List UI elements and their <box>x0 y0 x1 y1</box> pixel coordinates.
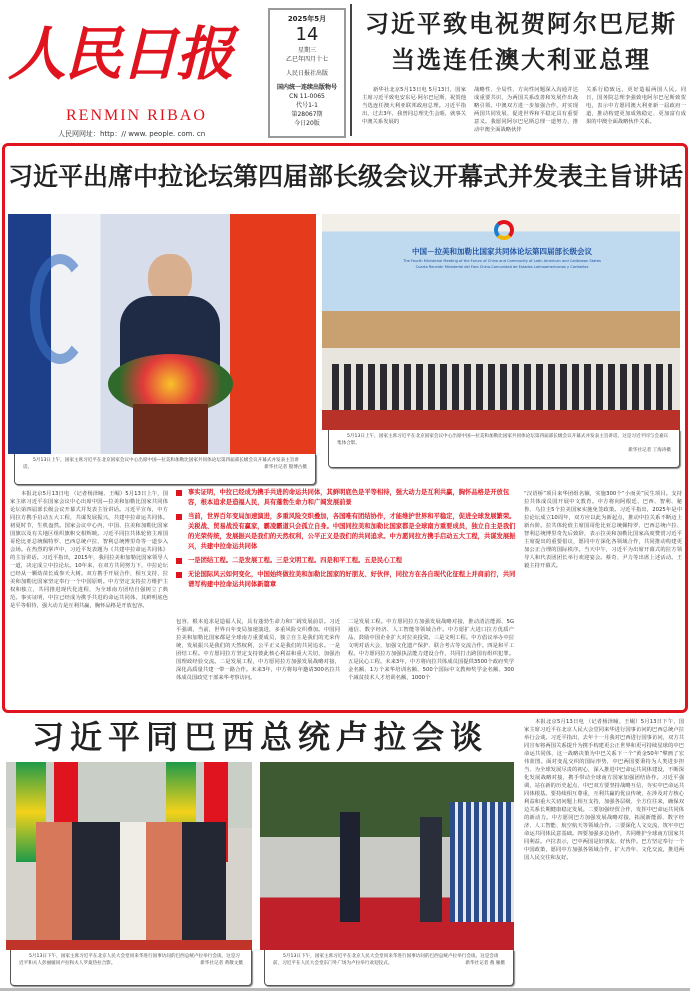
photo-welcome-ceremony[interactable] <box>260 762 514 950</box>
top-headline-line1: 习近平致电祝贺阿尔巴尼斯 <box>365 9 677 38</box>
photo-group[interactable] <box>322 214 680 430</box>
caption-credit: 新华社记者 燕 雁摄 <box>465 961 505 966</box>
key-point: 一是团结工程。二是发展工程。三是文明工程。四是和平工程。五是民心工程 <box>174 556 520 566</box>
leader-figure <box>420 817 442 922</box>
day: 14 <box>295 24 319 45</box>
celac-logo <box>30 254 90 364</box>
banner-cn: 中国－拉美和加勒比国家共同体论坛第四届部长级会议 <box>412 247 592 256</box>
publisher: 人民日报社出版 <box>285 70 328 77</box>
leader-figure <box>340 812 360 922</box>
photo-lula-left-caption <box>10 950 252 986</box>
code: 代号1-1 <box>296 102 318 109</box>
weekday: 星期三 <box>297 47 316 54</box>
top-story-col2: 战略性、全局性、方向性问题深入沟通并达成重要共识，为两国关系改善和发展作出战略引领。中澳双方进一步加强合作，对实现两国共同发展、促进世界和平稳定具有重要意义。我愿同阿尔巴尼斯总理一道努力，推动中澳全面战略伙伴 <box>474 87 578 133</box>
caption-text: 5月13日下午，国家主席习近平在北京人民大会堂同来华进行国事访问的巴西总统卢拉举行会谈。这是会谈前，习近平在人民大会堂东门外广场为卢拉举行欢迎仪式。 <box>273 954 499 966</box>
photo-lula-right-caption <box>264 950 514 986</box>
photo-lula-group[interactable] <box>6 762 252 950</box>
caption-text: 5月13日上午，国家主席习近平在北京国家会议中心出席中国—拉美和加勒比国家共同体论坛第四届部长级会议开幕式并发表主旨讲话。 <box>23 458 300 470</box>
photo-speech[interactable] <box>8 214 316 454</box>
caption-credit: 新华社记者 殷博古摄 <box>264 465 307 470</box>
banner-es: Cuarta Reunión Ministerial del Foro China-Comunidad de Estados Latinoamericanos y Caribeños <box>415 265 589 269</box>
top-headline-line2: 当选连任澳大利亚总理 <box>391 45 651 74</box>
masthead-logo-en: RENMIN RIBAO <box>66 107 207 124</box>
carpet <box>6 940 252 950</box>
caption-credit: 新华社记者 丁海涛摄 <box>628 448 671 453</box>
caption-text: 5月13日下午，国家主席习近平在北京人民大会堂同来华进行国事访问的巴西总统卢拉举行会谈。这是习近平和夫人彭丽媛同卢拉和夫人罗桑热拉合影。 <box>19 954 240 966</box>
year-month: 2025年5月 <box>287 15 327 23</box>
key-point: 无论国际风云如何变化，中国始终做拉美和加勒比国家的好朋友、好伙伴，同拉方在各自现代化征程上并肩前行，共同谱写构建中拉命运共同体新篇章 <box>174 570 520 590</box>
key-point: 当前，世界百年变局加速演进，多重风险交织叠加，各国唯有团结协作，才能维护世界和平稳定，促进全球发展繁荣。关税战、贸易战没有赢家，霸凌霸道只会孤立自身。中国同拉美和加勒比国家都是全球南方重要成员，独立自主是我们的光荣传统，发展振兴是我们的天然权利，公平正义是我们的共同追求。中方愿同拉方携手启动五大工程，共谋发展振兴，共建中拉命运共同体 <box>174 512 520 552</box>
honor-guard <box>450 802 514 922</box>
registration-label: 国内统一连续出版物号 <box>276 84 337 91</box>
date-box <box>268 8 346 138</box>
lead-headline[interactable]: 习近平出席中拉论坛第四届部长级会议开幕式并发表主旨讲话 <box>8 152 682 202</box>
second-story-body: 本报北京5月13日电 （记者杨泽瞳、王崛）5月13日下午，国家主席习近平在北京人民大会堂同来华进行国事访问的巴西总统卢拉举行会谈。习近平指出，去年十一月我对巴西进行国事访问，双方共同宣布将两国关系提升为携手构建更公正世界和更可持续星球的中巴命运共同体，这一战略决策为中巴关系下一个“黄金50年”擘画了宏伟蓝图。面对变乱交织的国际形势，中巴两国要秉持为人类进步担当、为全球发展尽责的初心，深入推进中巴命运共同体建设，不断深化发展战略对接，携手带动全球南方国家加强团结协作。习近平强调，站在新的历史起点，中巴双方要坚持战略互信，夯实中巴命运共同体根基。要持续相互尊重，互利共赢的优良传统，在涉及对方核心利益和重大关切问题上相互支持，加强各层级、全方位往来，确保双边关系长期健康稳定发展。二要加强经贸合作，发挥中巴命运共同体的新动力。中方愿同巴方加强发展战略对接，拓展新能源、数字经济、人工智能、航空航天等领域合作。三要深化人文交流，筑牢中巴命运共同体民意基础。四要加强多边协作，共同维护全球南方国家共同利益。卢拉表示，巴中两国是好朋友、好伙伴。巴方坚定奉行一个中国政策，愿同中方加强各领域合作，扩大青年、文化交流，推进两国人民交往和友好。 <box>524 719 684 861</box>
photo-right-caption <box>328 430 680 468</box>
delegates-row <box>332 364 672 412</box>
issue-number: 第28067期 <box>291 111 323 118</box>
top-headline[interactable] <box>356 6 686 78</box>
website-link[interactable]: 人民网网址：http：// www. people. com. cn <box>58 130 206 138</box>
photo-left-caption <box>14 454 316 485</box>
lead-col-mid2: 二是发展工程。中方愿同拉方加强发展战略对接，推动清洁能源、5G通信、数字经济、人工智能等领域合作。中方愿扩大进口拉方优质产品，鼓励中国企业扩大对拉美投资。三是文明工程。中方倡议举办中拉文明对话大会，加强文化遗产保护、联合考古等交流合作。四是和平工程。中方愿同拉方加强执法能力建设合作，共同打击跨国有组织犯罪。五是民心工程。未来3年，中方将向拉共体成员国提供3500个政府奖学金名额、1万个来华培训名额、500个国际中文教师奖学金名额、300个减贫技术人才培训名额，1000个 <box>348 619 514 681</box>
lead-col-mid1: 包容，根本追求是造福人民，具有蓬勃生命力和广阔发展前景。习近平强调，当前，世界百年变局加速演进，多重风险交织叠加。中国同拉美和加勒比国家都是全球南方重要成员，独立自主是我们的光荣传统，发展振兴是我们的天然权利，公平正义是我们的共同追求。一是团结工程。中方愿同拉方坚定支持彼此核心利益和重大关切，加强治国理政经验交流。二是发展工程，中方愿同拉方加强发展战略对接，深化高质量共建一带一路合作。未来3年，中方将每年邀请300名拉共体成员国政党干部来华考察访问。 <box>176 619 340 681</box>
top-story-col1: 新华社北京5月13日电 5月13日，国家主席习近平致电安东尼·阿尔巴尼斯，祝贺他当选连任澳大利亚联邦政府总理。习近平指出，过去3年，我曾同总理先生会晤，就事关中澳关系发展的 <box>362 87 466 125</box>
key-points <box>174 488 520 594</box>
masthead-logo: 人民日报 <box>8 20 233 88</box>
lead-col-left: 本报北京5月13日电 （记者杨泽瞳、王崛）5月13日上午，国家主席习近平在国家会议中心出席中国—拉美和加勒比国家共同体论坛第四届部长级会议开幕式并发表主旨讲话。习近平宣布，中方同拉方携手启动五大工程，共谋发展振兴，共建中拉命运共同体。初夏时节，生机盎然。国家会议中心内，中国、拉美和加勒比国家国旗以及有关地区组织旗帜交相辉映。习近平同拉共体轮值主席国哥伦比亚总统佩特罗、巴西总统卢拉、智利总统博里奇等一道步入会场。在热烈的掌声中，习近平发表题为《共建中拉命运共同体》的主旨讲话。习近平指出，2015年，我同拉美和加勒比国家领导人一道，决定成立中拉论坛。10年来，在双方共同努力下，中拉论坛已经从一颗幼苗长成参天大树。双方携手开展合作，相互支持，拉美和加勒比国家坚定奉行一个中国原则。中方坚定支持拉方维护主权和独立，共同推进现代化进程，为全球南方团结自强树立了典范。事实证明，中拉已经成为携手共进的命运共同体，其鲜明底色是平等相待，强大动力是互利共赢，胸怀品格是开放包容。 <box>10 491 168 609</box>
caption-credit: 新华社记者 黄敬文摄 <box>200 961 243 966</box>
top-story-col3: 关系行稳致远，更好造福两国人民。同日，国务院总理李强致电阿尔巴尼斯致贺电，表示中方愿同澳大利亚新一届政府一道，推动构建更加成熟稳定、更加富有成果的中澳全面战略伙伴关系。 <box>586 87 686 125</box>
page-count: 今日20版 <box>294 120 320 127</box>
forum-logo <box>494 220 514 240</box>
second-headline[interactable]: 习近平同巴西总统卢拉会谈 <box>0 714 520 760</box>
podium <box>133 404 208 454</box>
cn-number: CN 11-0065 <box>289 93 325 100</box>
four-leaders <box>36 822 226 942</box>
banner-en: The Fourth Ministerial Meeting of the Forum of China and Community of Latin American and Caribbean States <box>403 259 601 263</box>
divider <box>350 4 352 136</box>
lead-col-right: “汉语桥”项目来华团组名额，实施300个“小而美”民生项目。支持拉共体成员国开展中文教育。中方将向阿根廷、巴西、智利、秘鲁、乌拉圭5个拉美国家实施免签政策。习近平指出，2025年是中拉论坛成立10周年，双方应以此为新起点，推动中拉关系不断迈上新台阶。拉共体轮值主席国哥伦比亚总统佩特罗、巴西总统卢拉、智利总统博里奇先后致辞，表示拉美和加勒比国家高度赞赏习近平主席提出的重要倡议，愿同中方深化各领域合作，共同推动构建更加公正合理的国际秩序。当天中午，习近平为出席开幕式的拉方领导人和代表团团长举行欢迎宴会。蔡奇、尹力等出席上述活动。王毅主持开幕式。 <box>524 491 682 569</box>
red-carpet <box>322 410 680 430</box>
lunar-date: 乙巳年四月十七 <box>285 56 328 63</box>
key-point: 事实证明，中拉已经成为携手共进的命运共同体，其鲜明底色是平等相待，强大动力是互利共赢，胸怀品格是开放包容，根本追求是造福人民，具有蓬勃生命力和广阔发展前景 <box>174 488 520 508</box>
caption-text: 5月13日上午，国家主席习近平在北京国家会议中心出席中国—拉美和加勒比国家共同体论坛第四届部长级会议开幕式并发表主旨讲话。这是习近平同与会嘉宾集体合影。 <box>337 434 669 446</box>
